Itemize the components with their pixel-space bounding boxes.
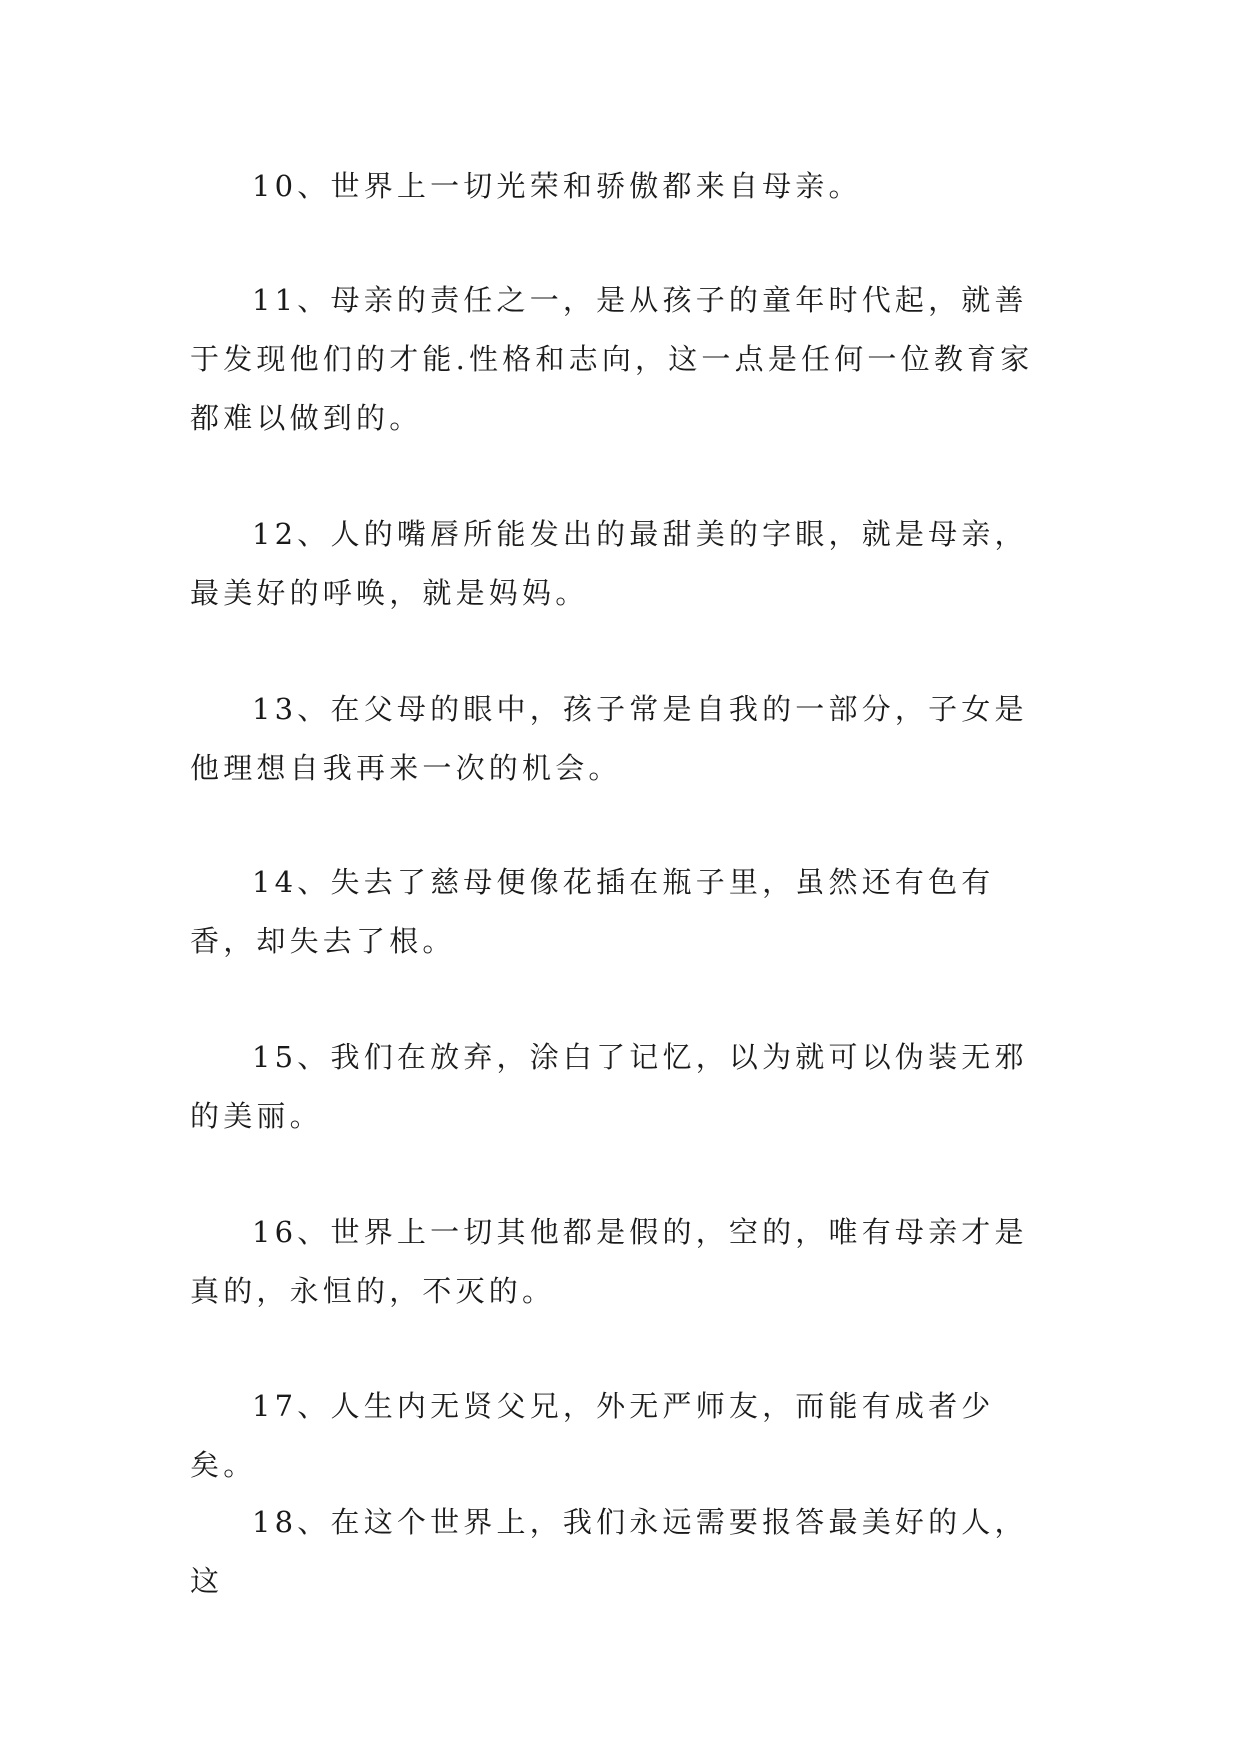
quote-paragraph-11: 11、母亲的责任之一，是从孩子的童年时代起，就善于发现他们的才能.性格和志向，这一点是任何一位教育家都难以做到的。: [190, 283, 1034, 435]
quote-paragraph-13: 13、在父母的眼中，孩子常是自我的一部分，子女是他理想自我再来一次的机会。: [190, 692, 1028, 785]
quote-paragraph-10: 10、世界上一切光荣和骄傲都来自母亲。: [252, 169, 862, 203]
quote-paragraph-12: 12、人的嘴唇所能发出的最甜美的字眼，就是母亲，最美好的呼唤，就是妈妈。: [190, 517, 1028, 610]
quote-paragraph-17: 17、人生内无贤父兄，外无严师友，而能有成者少矣。: [190, 1389, 995, 1482]
quote-paragraph-14: 14、失去了慈母便像花插在瓶子里，虽然还有色有香，却失去了根。: [190, 865, 995, 958]
quote-paragraph-18: 18、在这个世界上，我们永远需要报答最美好的人，这: [190, 1505, 1028, 1598]
quote-paragraph-16: 16、世界上一切其他都是假的，空的，唯有母亲才是真的，永恒的，不灭的。: [190, 1215, 1028, 1308]
quote-paragraph-15: 15、我们在放弃，涂白了记忆，以为就可以伪装无邪的美丽。: [190, 1040, 1028, 1133]
